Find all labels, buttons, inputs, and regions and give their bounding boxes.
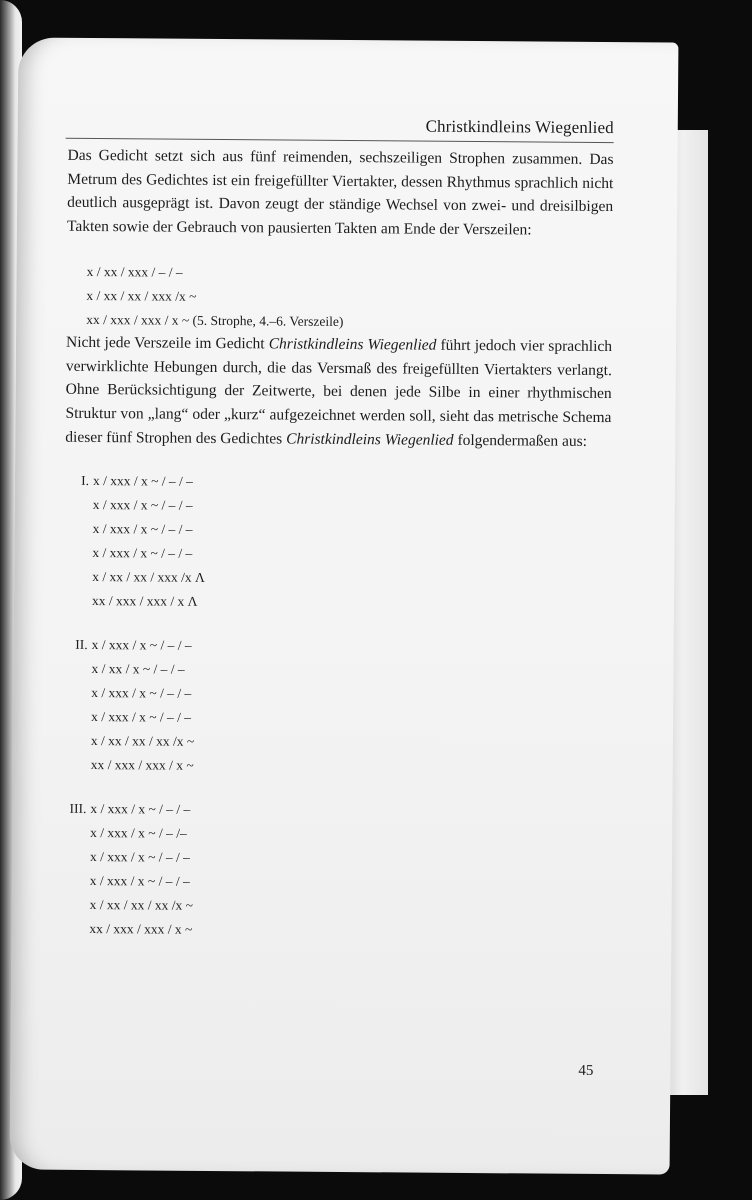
- stanza-line-text: x / xx / xx / xxx /x Λ: [92, 569, 205, 586]
- book-page: [10, 37, 679, 1174]
- stanza-line-text: xx / xxx / xxx / x Λ: [91, 593, 198, 609]
- meter-example-line: xx / xxx / xxx / x ~ (5. Strophe, 4.–6. Verszeile): [86, 311, 344, 329]
- poem-title: Christkindleins Wiegenlied: [268, 335, 437, 354]
- meter-example-line: x / xx / xx / xxx /x ~: [86, 287, 197, 304]
- page-number: 45: [578, 1062, 594, 1079]
- stanza-line-text: x / xxx / x ~ / – / –: [90, 801, 191, 817]
- stanza-1: [64, 469, 611, 617]
- poem-title: Christkindleins Wiegenlied: [286, 430, 454, 449]
- page-body: [61, 144, 613, 945]
- stanza-line: [64, 589, 610, 617]
- stanza-number: I.: [81, 473, 90, 489]
- paragraph-text: folgendermaßen aus:: [453, 431, 588, 450]
- stanza-number: III.: [69, 800, 87, 817]
- stanza-line-text: x / xxx / x ~ / – / –: [92, 497, 193, 513]
- stanza-3: [61, 797, 608, 945]
- stanza-line-text: x / xxx / x ~ / – / –: [91, 709, 192, 725]
- paragraph-text: Nicht jede Verszeile im Gedicht: [65, 333, 269, 353]
- paragraph-intro: Das Gedicht setzt sich aus fünf reimenden, sechszeiligen Strophen zusammen. Das Metrum des Gedichtes ist ein freigefüllter Viertakter, dessen Rhythmus sprachlich nicht deutlich ausgeprägt ist. Davon zeugt der ständige Wechsel von zwei- und dreisilbigen Takten sowie der Gebrauch von pausierten Takten am Ende der Verszeilen:: [66, 146, 614, 239]
- stanza-2: [63, 633, 610, 781]
- stanza-line-text: xx / xxx / xxx / x ~: [90, 757, 194, 773]
- paragraph-scheme: [65, 331, 612, 453]
- running-title: Christkindleins Wiegenlied: [425, 116, 614, 138]
- stanza-line-text: x / xxx / x ~ / – / –: [91, 685, 192, 701]
- stanza-line-text: x / xxx / x ~ / – / –: [92, 473, 193, 489]
- paragraph-text: führt jedoch vier sprachlich verwirklichte Hebungen durch, die das Versmaß des freigefüllten Viertakters verlangt. Ohne Berücksichtigung der Zeitwerte, bei denen jede Silbe in einer rhythmischen Struktur von „lang“ oder „kurz“ aufgezeichnet werden soll, sieht das metrische Schema dieser fünf Strophen des Gedichtes: [65, 336, 613, 448]
- stanza-number: II.: [75, 637, 88, 653]
- stanza-line-text: xx / xxx / xxx / x ~: [89, 921, 193, 937]
- meter-examples: [86, 260, 613, 335]
- stanza-line-text: x / xxx / x ~ / – / –: [91, 637, 192, 653]
- stanza-line-text: x / xxx / x ~ / – / –: [92, 545, 193, 561]
- meter-example-line: x / xx / xxx / – / –: [86, 264, 183, 281]
- stanza-line-text: x / xxx / x ~ / – / –: [89, 849, 191, 865]
- stanza-line-text: x / xxx / x ~ / – /–: [90, 825, 187, 841]
- stanza-line: [63, 753, 609, 781]
- stanza-line-text: x / xxx / x ~ / – / –: [89, 873, 190, 889]
- stanza-line-text: x / xx / xx / xx /x ~: [89, 897, 194, 913]
- stanza-line-text: x / xx / xx / xx /x ~: [90, 733, 195, 749]
- stanza-line-text: x / xxx / x ~ / – / –: [92, 521, 193, 537]
- running-header: [66, 114, 614, 143]
- stanza-line-text: x / xx / x ~ / – / –: [91, 661, 185, 677]
- stanza-line: [61, 917, 607, 945]
